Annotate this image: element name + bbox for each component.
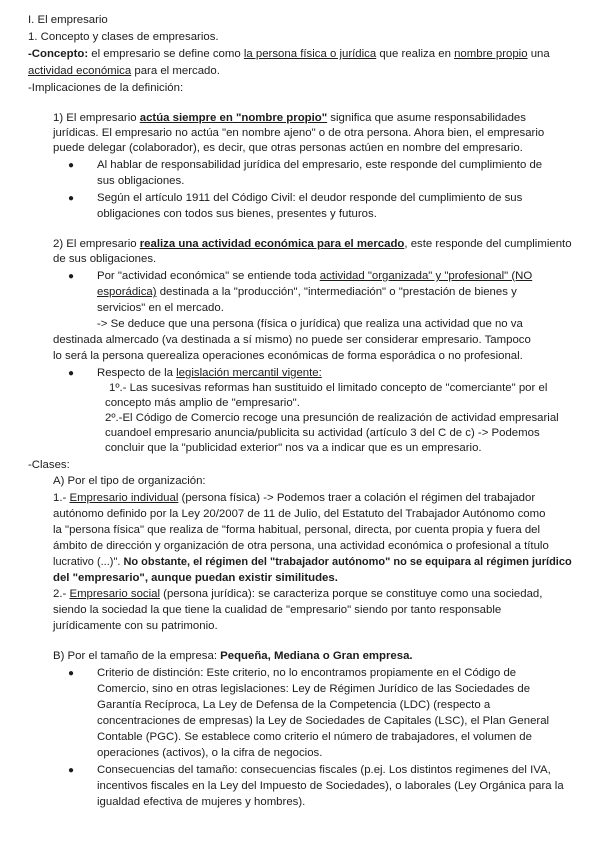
- underlined-text: nombre propio: [454, 48, 528, 60]
- p2-bullet1-line-6: lo será la persona querealiza operaciones económicas de forma esporádica o no profesional.: [53, 350, 523, 362]
- concepto-line-1: [28, 47, 550, 62]
- b2-line-3: igualdad efectiva de mujeres y hombres).: [97, 796, 306, 808]
- a2-line-3: jurídicamente con su patrimonio.: [53, 620, 218, 632]
- p2-bullet2-line-2: 1º.- Las sucesivas reformas han sustituido el limitado concepto de "comerciante" por el: [109, 382, 548, 394]
- text: 1) El empresario: [53, 112, 140, 124]
- b1-line-5: Contable (PGC). Se establece como criterio el número de trabajadores, el volumen de: [97, 731, 532, 743]
- a1-line-5: [53, 555, 572, 570]
- text: B) Por el tamaño de la empresa:: [53, 650, 221, 662]
- p2-bullet2-line-4: 2º.-El Código de Comercio recoge una presunción de realización de actividad empresarial: [105, 412, 559, 424]
- clases-heading: -Clases:: [28, 459, 70, 471]
- underlined-text: legislación mercantil vigente:: [176, 367, 322, 379]
- underlined-text: Empresario individual: [69, 492, 179, 504]
- bullet-icon: ●: [68, 160, 75, 171]
- a1-line-6: del "empresario", aunque puedan existir similitudes.: [53, 572, 338, 584]
- p1-bullet1-line-2: sus obligaciones.: [97, 175, 185, 187]
- text: el empresario se define como: [88, 48, 244, 60]
- underlined-text: actividad económica: [28, 65, 132, 77]
- p1-line-2: jurídicas. El empresario no actúa "en nombre ajeno" o de otra persona. Ahora bien, el empresario: [53, 127, 545, 139]
- text: 2) El empresario: [53, 238, 140, 250]
- bullet-icon: ●: [68, 368, 75, 379]
- a1-line-1: [53, 491, 535, 506]
- clases-b-heading: [53, 649, 413, 664]
- text: Respecto de la: [97, 367, 177, 379]
- text: 1.-: [53, 492, 70, 504]
- a2-line-1: [53, 587, 542, 602]
- text: Por "actividad económica" se entiende toda: [97, 270, 320, 282]
- p1-bullet1-line-1: Al hablar de responsabilidad jurídica del empresario, este responde del cumplimiento de: [97, 159, 543, 171]
- underlined-text: la persona física o jurídica: [243, 48, 377, 60]
- p2-bullet2-line-6: concluir que la "publicidad exterior" nos va a indicar que es un empresario.: [105, 442, 482, 454]
- b1-line-1: Criterio de distinción: Este criterio, no lo encontramos propiamente en el Código de: [97, 667, 517, 679]
- b2-line-2: incentivos fiscales en la Ley del Impuesto de Sociedades), o laborales (Ley Orgánica para la: [97, 780, 564, 792]
- bold-underlined-text: realiza una actividad económica para el mercado: [139, 238, 405, 250]
- p2-bullet1-line-1: [97, 269, 532, 284]
- p2-bullet1-line-4: -> Se deduce que una persona (física o jurídica) que realiza una actividad que no va: [97, 318, 523, 330]
- b1-line-6: operaciones (activos), o la cifra de negocios.: [97, 747, 323, 759]
- text: lucrativo (...)".: [53, 556, 124, 568]
- bold-text: Pequeña, Mediana o Gran empresa.: [220, 650, 413, 662]
- clases-a-heading: A) Por el tipo de organización:: [53, 475, 206, 487]
- b1-line-3: Garantía Recíproca, La Ley de Defensa de la Competencia (LDC) (respecto a: [97, 699, 491, 711]
- p2-line-2: de sus obligaciones.: [53, 253, 157, 265]
- section-title: I. El empresario: [28, 14, 108, 26]
- p1-line-1: [53, 111, 526, 126]
- p2-bullet1-line-3: servicios" en el mercado.: [97, 302, 224, 314]
- bold-underlined-text: actúa siempre en "nombre propio": [139, 112, 328, 124]
- p2-bullet2-line-1: [97, 366, 322, 381]
- text: una: [527, 48, 550, 60]
- a2-line-2: siendo la sociedad la que tiene la cualidad de "empresario" siendo por tanto responsable: [53, 604, 502, 616]
- text: (persona física) -> Podemos traer a colación el régimen del trabajador: [178, 492, 536, 504]
- text: (persona jurídica): se caracteriza porque se constituye como una sociedad,: [160, 588, 543, 600]
- text: destinada a la "producción", "intermediación" o "prestación de bienes y: [156, 286, 517, 298]
- concepto-label: -Concepto:: [28, 48, 89, 60]
- p2-bullet2-line-5: cuandoel empresario anuncia/publicita su actividad (artículo 3 del C de c) -> Podemos: [105, 427, 540, 439]
- bullet-icon: ●: [68, 271, 75, 282]
- text: significa que asume responsabilidades: [327, 112, 526, 124]
- subsection-title: 1. Concepto y clases de empresarios.: [28, 31, 219, 43]
- bullet-icon: ●: [68, 668, 75, 679]
- bullet-icon: ●: [68, 765, 75, 776]
- p1-bullet2-line-2: obligaciones con todos sus bienes, presentes y futuros.: [97, 208, 377, 220]
- p2-line-1: [53, 237, 572, 252]
- p1-line-3: puede delegar (colaborador), es decir, que otras personas actúen en nombre del empresario.: [53, 142, 523, 154]
- text: que realiza en: [376, 48, 455, 60]
- a1-line-3: la "persona física" que realiza de "forma habitual, personal, directa, por cuenta propia y fuera del: [53, 524, 541, 536]
- a1-line-4: ámbito de dirección y organización de otra persona, una actividad económica o profesional a título: [53, 540, 549, 552]
- b1-line-2: Comercio, sino en otras legislaciones: Ley de Régimen Jurídico de las Sociedades de: [97, 683, 531, 695]
- a1-line-2: autónomo definido por la Ley 20/2007 de 11 de Julio, del Estatuto del Trabajador Autónomo como: [53, 508, 546, 520]
- p2-bullet1-line-2: [97, 285, 517, 300]
- concepto-line-2: [28, 64, 220, 79]
- p1-bullet2-line-1: Según el artículo 1911 del Código Civil: el deudor responde del cumplimiento de sus: [97, 192, 523, 204]
- text: , este responde del cumplimiento: [404, 238, 572, 250]
- b1-line-4: concentraciones de empresas) la Ley de Sociedades de Capitales (LSC), el Plan General: [97, 715, 550, 727]
- underlined-text: Empresario social: [69, 588, 160, 600]
- text: 2.-: [53, 588, 70, 600]
- implicaciones-heading: -Implicaciones de la definición:: [28, 82, 184, 94]
- underlined-text: actividad "organizada" y "profesional" (NO: [319, 270, 533, 282]
- b2-line-1: Consecuencias del tamaño: consecuencias fiscales (p.ej. Los distintos regimenes del IVA,: [97, 764, 551, 776]
- underlined-text: esporádica): [97, 286, 157, 298]
- bold-text: No obstante, el régimen del "trabajador autónomo" no se equipara al régimen jurídico: [123, 556, 572, 568]
- p2-bullet1-line-5: destinada almercado (va destinada a sí mismo) no puede ser considerar empresario. Tampoco: [53, 334, 531, 346]
- bullet-icon: ●: [68, 193, 75, 204]
- text: para el mercado.: [131, 65, 220, 77]
- p2-bullet2-line-3: concepto más amplio de "empresario".: [105, 397, 300, 409]
